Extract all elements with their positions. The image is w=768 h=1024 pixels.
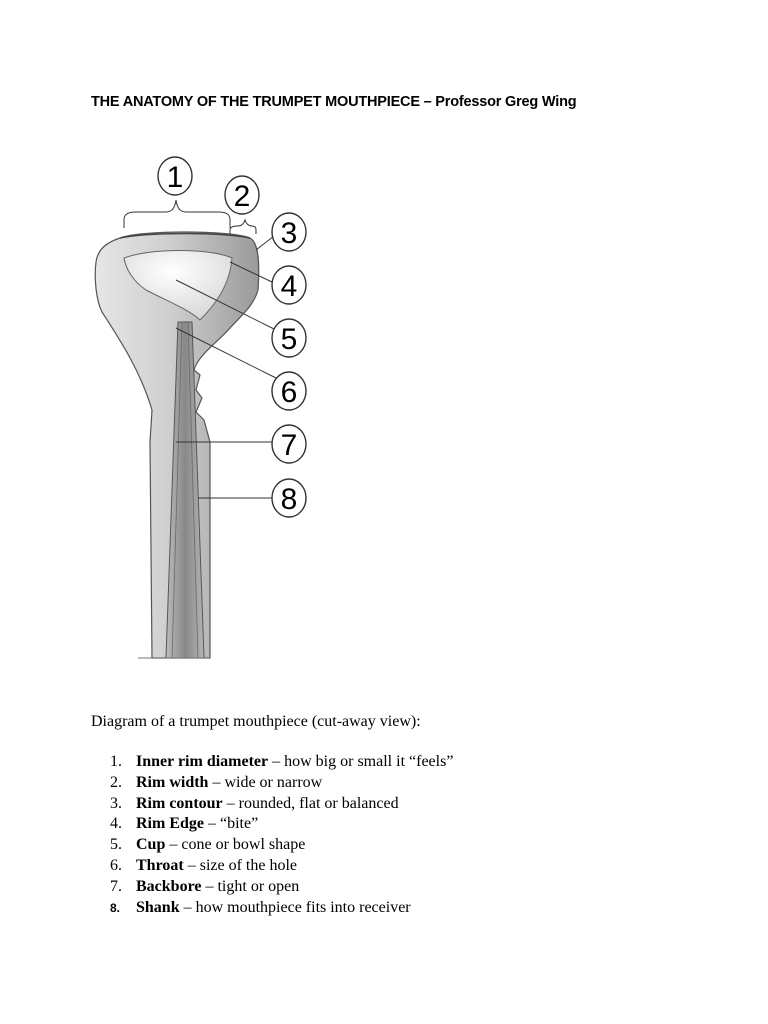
list-item <box>110 877 453 898</box>
item-description: – cone or bowl shape <box>165 836 306 854</box>
list-item <box>110 898 453 919</box>
item-description: – rounded, flat or balanced <box>222 794 399 812</box>
item-number: 3. <box>110 794 122 812</box>
item-term: Rim contour <box>136 794 223 812</box>
item-description: – wide or narrow <box>208 773 323 791</box>
callout-6 <box>272 372 306 410</box>
bracket-1 <box>124 200 230 228</box>
list-item <box>110 794 453 815</box>
item-description: – “bite” <box>204 815 259 833</box>
page-title: THE ANATOMY OF THE TRUMPET MOUTHPIECE – Professor Greg Wing <box>91 94 577 110</box>
item-number: 5. <box>110 836 122 854</box>
svg-text:6: 6 <box>280 376 298 409</box>
item-number: 8. <box>110 900 121 915</box>
item-term: Backbore <box>136 877 202 895</box>
svg-text:5: 5 <box>280 323 298 356</box>
item-term: Rim Edge <box>136 815 204 833</box>
list-item <box>110 773 453 794</box>
callout-2 <box>225 176 259 214</box>
callout-3 <box>272 213 306 251</box>
callout-1 <box>158 157 192 195</box>
svg-text:4: 4 <box>280 270 298 303</box>
item-term: Throat <box>136 856 184 874</box>
callout-5 <box>272 319 306 357</box>
item-number: 1. <box>110 753 122 770</box>
item-number: 2. <box>110 773 122 791</box>
item-term: Rim width <box>136 773 209 791</box>
list-item <box>110 856 453 877</box>
bracket-2 <box>230 220 256 234</box>
item-number: 4. <box>110 815 122 833</box>
parts-list <box>110 752 453 918</box>
item-description: – how mouthpiece fits into receiver <box>179 898 411 916</box>
svg-text:3: 3 <box>280 217 298 250</box>
item-description: – how big or small it “feels” <box>268 753 454 770</box>
svg-text:2: 2 <box>233 180 251 213</box>
list-item <box>110 752 453 773</box>
callout-8 <box>272 479 306 517</box>
svg-text:8: 8 <box>280 483 298 516</box>
list-item <box>110 814 453 835</box>
callout-7 <box>272 425 306 463</box>
item-term: Shank <box>136 898 180 916</box>
svg-text:7: 7 <box>280 429 298 462</box>
item-description: – size of the hole <box>183 856 298 874</box>
item-number: 6. <box>110 856 122 874</box>
item-term: Cup <box>136 836 166 854</box>
svg-text:1: 1 <box>166 161 184 194</box>
item-description: – tight or open <box>201 877 300 895</box>
diagram-caption: Diagram of a trumpet mouthpiece (cut-away view): <box>91 713 421 730</box>
mouthpiece-diagram <box>80 150 340 670</box>
item-term: Inner rim diameter <box>136 753 269 770</box>
item-number: 7. <box>110 877 122 895</box>
list-item <box>110 835 453 856</box>
callout-4 <box>272 266 306 304</box>
